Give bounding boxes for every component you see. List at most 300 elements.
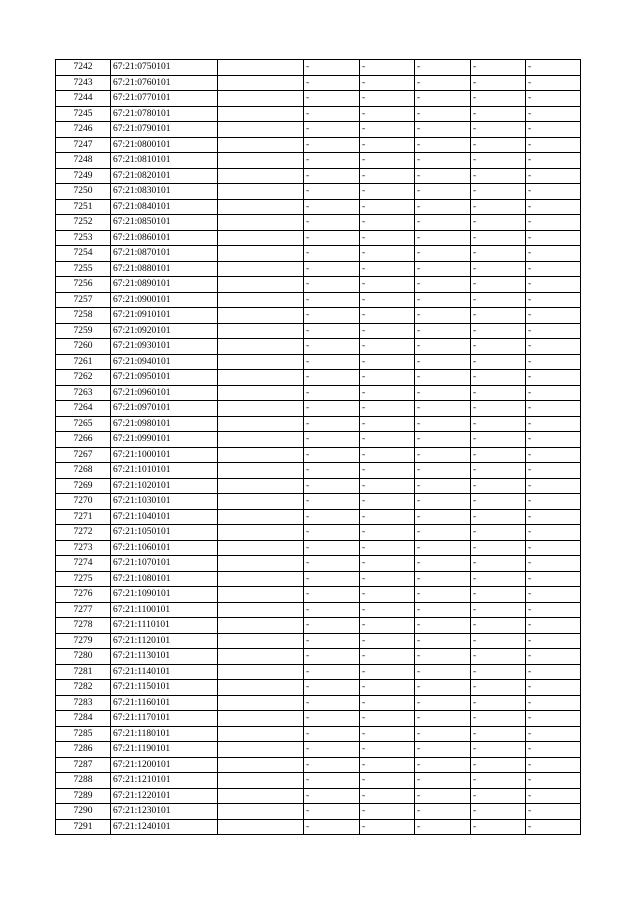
value-cell: -	[415, 385, 471, 401]
value-cell: -	[526, 447, 581, 463]
value-cell: -	[415, 75, 471, 91]
row-number-cell: 7280	[56, 649, 111, 665]
value-cell: -	[304, 587, 360, 603]
value-cell: -	[415, 711, 471, 727]
empty-cell	[218, 757, 304, 773]
table-row	[56, 385, 581, 401]
row-number-cell: 7276	[56, 587, 111, 603]
row-number-cell: 7268	[56, 463, 111, 479]
cadastral-number-cell: 67:21:1180101	[111, 726, 218, 742]
value-cell: -	[526, 556, 581, 572]
value-cell: -	[526, 168, 581, 184]
value-cell: -	[415, 106, 471, 122]
value-cell: -	[415, 199, 471, 215]
empty-cell	[218, 137, 304, 153]
empty-cell	[218, 509, 304, 525]
table-row	[56, 153, 581, 169]
table-row	[56, 773, 581, 789]
value-cell: -	[526, 230, 581, 246]
value-cell: -	[526, 571, 581, 587]
value-cell: -	[471, 447, 526, 463]
value-cell: -	[471, 246, 526, 262]
empty-cell	[218, 292, 304, 308]
row-number-cell: 7249	[56, 168, 111, 184]
value-cell: -	[526, 60, 581, 76]
row-number-cell: 7291	[56, 819, 111, 835]
value-cell: -	[304, 60, 360, 76]
value-cell: -	[360, 91, 415, 107]
table-row	[56, 525, 581, 541]
row-number-cell: 7274	[56, 556, 111, 572]
row-number-cell: 7290	[56, 804, 111, 820]
cadastral-number-cell: 67:21:0880101	[111, 261, 218, 277]
value-cell: -	[360, 494, 415, 510]
value-cell: -	[415, 478, 471, 494]
value-cell: -	[360, 416, 415, 432]
value-cell: -	[526, 664, 581, 680]
value-cell: -	[360, 757, 415, 773]
empty-cell	[218, 726, 304, 742]
row-number-cell: 7272	[56, 525, 111, 541]
value-cell: -	[304, 106, 360, 122]
value-cell: -	[471, 215, 526, 231]
empty-cell	[218, 494, 304, 510]
value-cell: -	[304, 525, 360, 541]
value-cell: -	[360, 292, 415, 308]
row-number-cell: 7250	[56, 184, 111, 200]
row-number-cell: 7283	[56, 695, 111, 711]
value-cell: -	[415, 602, 471, 618]
empty-cell	[218, 540, 304, 556]
value-cell: -	[360, 370, 415, 386]
table-row	[56, 649, 581, 665]
table-row	[56, 664, 581, 680]
empty-cell	[218, 819, 304, 835]
value-cell: -	[415, 742, 471, 758]
row-number-cell: 7269	[56, 478, 111, 494]
value-cell: -	[471, 618, 526, 634]
row-number-cell: 7288	[56, 773, 111, 789]
empty-cell	[218, 602, 304, 618]
cadastral-number-cell: 67:21:0980101	[111, 416, 218, 432]
table-row	[56, 618, 581, 634]
empty-cell	[218, 323, 304, 339]
table-row	[56, 757, 581, 773]
value-cell: -	[304, 478, 360, 494]
empty-cell	[218, 122, 304, 138]
value-cell: -	[360, 788, 415, 804]
empty-cell	[218, 106, 304, 122]
value-cell: -	[415, 525, 471, 541]
value-cell: -	[360, 664, 415, 680]
value-cell: -	[526, 246, 581, 262]
value-cell: -	[304, 168, 360, 184]
row-number-cell: 7279	[56, 633, 111, 649]
value-cell: -	[526, 292, 581, 308]
value-cell: -	[471, 199, 526, 215]
empty-cell	[218, 664, 304, 680]
cadastral-number-cell: 67:21:1110101	[111, 618, 218, 634]
value-cell: -	[471, 75, 526, 91]
value-cell: -	[471, 571, 526, 587]
value-cell: -	[471, 664, 526, 680]
row-number-cell: 7275	[56, 571, 111, 587]
value-cell: -	[360, 509, 415, 525]
value-cell: -	[415, 773, 471, 789]
table-row	[56, 215, 581, 231]
value-cell: -	[471, 370, 526, 386]
value-cell: -	[471, 153, 526, 169]
value-cell: -	[415, 633, 471, 649]
row-number-cell: 7286	[56, 742, 111, 758]
value-cell: -	[526, 354, 581, 370]
row-number-cell: 7244	[56, 91, 111, 107]
value-cell: -	[471, 494, 526, 510]
value-cell: -	[471, 540, 526, 556]
empty-cell	[218, 354, 304, 370]
empty-cell	[218, 618, 304, 634]
value-cell: -	[526, 478, 581, 494]
value-cell: -	[471, 261, 526, 277]
value-cell: -	[360, 633, 415, 649]
value-cell: -	[526, 261, 581, 277]
value-cell: -	[360, 168, 415, 184]
table-row	[56, 308, 581, 324]
table-row	[56, 695, 581, 711]
cadastral-number-cell: 67:21:0760101	[111, 75, 218, 91]
value-cell: -	[471, 509, 526, 525]
value-cell: -	[360, 571, 415, 587]
value-cell: -	[471, 726, 526, 742]
value-cell: -	[415, 618, 471, 634]
value-cell: -	[415, 432, 471, 448]
value-cell: -	[360, 153, 415, 169]
table-row	[56, 463, 581, 479]
value-cell: -	[360, 277, 415, 293]
value-cell: -	[304, 122, 360, 138]
value-cell: -	[471, 788, 526, 804]
empty-cell	[218, 215, 304, 231]
value-cell: -	[415, 695, 471, 711]
row-number-cell: 7242	[56, 60, 111, 76]
value-cell: -	[526, 184, 581, 200]
cadastral-number-cell: 67:21:1220101	[111, 788, 218, 804]
value-cell: -	[360, 726, 415, 742]
cadastral-number-cell: 67:21:1100101	[111, 602, 218, 618]
table-row	[56, 277, 581, 293]
value-cell: -	[415, 757, 471, 773]
cadastral-number-cell: 67:21:1120101	[111, 633, 218, 649]
value-cell: -	[304, 695, 360, 711]
value-cell: -	[471, 401, 526, 417]
value-cell: -	[304, 339, 360, 355]
value-cell: -	[360, 106, 415, 122]
value-cell: -	[304, 556, 360, 572]
row-number-cell: 7253	[56, 230, 111, 246]
value-cell: -	[526, 633, 581, 649]
table-row	[56, 447, 581, 463]
table-row	[56, 633, 581, 649]
cadastral-number-cell: 67:21:1020101	[111, 478, 218, 494]
cadastral-number-cell: 67:21:1160101	[111, 695, 218, 711]
value-cell: -	[471, 602, 526, 618]
value-cell: -	[526, 432, 581, 448]
value-cell: -	[360, 819, 415, 835]
row-number-cell: 7267	[56, 447, 111, 463]
table-row	[56, 370, 581, 386]
cadastral-number-cell: 67:21:0950101	[111, 370, 218, 386]
value-cell: -	[360, 323, 415, 339]
value-cell: -	[471, 60, 526, 76]
cadastral-number-cell: 67:21:1070101	[111, 556, 218, 572]
cadastral-number-cell: 67:21:1140101	[111, 664, 218, 680]
value-cell: -	[415, 308, 471, 324]
value-cell: -	[360, 447, 415, 463]
empty-cell	[218, 587, 304, 603]
value-cell: -	[415, 339, 471, 355]
value-cell: -	[304, 199, 360, 215]
row-number-cell: 7271	[56, 509, 111, 525]
row-number-cell: 7277	[56, 602, 111, 618]
cadastral-number-cell: 67:21:0870101	[111, 246, 218, 262]
table-row	[56, 122, 581, 138]
row-number-cell: 7247	[56, 137, 111, 153]
cadastral-number-cell: 67:21:1230101	[111, 804, 218, 820]
value-cell: -	[526, 680, 581, 696]
empty-cell	[218, 773, 304, 789]
empty-cell	[218, 246, 304, 262]
value-cell: -	[360, 230, 415, 246]
cadastral-number-cell: 67:21:1210101	[111, 773, 218, 789]
value-cell: -	[360, 742, 415, 758]
cadastral-number-cell: 67:21:0830101	[111, 184, 218, 200]
value-cell: -	[471, 757, 526, 773]
value-cell: -	[526, 277, 581, 293]
value-cell: -	[471, 308, 526, 324]
value-cell: -	[415, 509, 471, 525]
value-cell: -	[526, 106, 581, 122]
value-cell: -	[304, 757, 360, 773]
table-row	[56, 571, 581, 587]
cadastral-number-cell: 67:21:0810101	[111, 153, 218, 169]
table-row	[56, 230, 581, 246]
value-cell: -	[526, 137, 581, 153]
value-cell: -	[360, 137, 415, 153]
value-cell: -	[526, 726, 581, 742]
table-row	[56, 432, 581, 448]
table-row	[56, 246, 581, 262]
table-row	[56, 726, 581, 742]
value-cell: -	[415, 184, 471, 200]
value-cell: -	[526, 819, 581, 835]
value-cell: -	[415, 664, 471, 680]
row-number-cell: 7285	[56, 726, 111, 742]
row-number-cell: 7246	[56, 122, 111, 138]
table-row	[56, 602, 581, 618]
value-cell: -	[304, 633, 360, 649]
value-cell: -	[471, 587, 526, 603]
value-cell: -	[471, 432, 526, 448]
row-number-cell: 7264	[56, 401, 111, 417]
value-cell: -	[526, 494, 581, 510]
value-cell: -	[360, 478, 415, 494]
table-row	[56, 199, 581, 215]
empty-cell	[218, 571, 304, 587]
cadastral-number-cell: 67:21:1080101	[111, 571, 218, 587]
row-number-cell: 7259	[56, 323, 111, 339]
empty-cell	[218, 199, 304, 215]
value-cell: -	[526, 308, 581, 324]
value-cell: -	[360, 649, 415, 665]
cadastral-number-cell: 67:21:0970101	[111, 401, 218, 417]
value-cell: -	[471, 680, 526, 696]
value-cell: -	[360, 60, 415, 76]
table-row	[56, 137, 581, 153]
value-cell: -	[415, 804, 471, 820]
value-cell: -	[304, 602, 360, 618]
value-cell: -	[360, 215, 415, 231]
value-cell: -	[526, 75, 581, 91]
cadastral-number-cell: 67:21:0770101	[111, 91, 218, 107]
table-row	[56, 91, 581, 107]
value-cell: -	[360, 246, 415, 262]
value-cell: -	[360, 432, 415, 448]
value-cell: -	[415, 261, 471, 277]
row-number-cell: 7278	[56, 618, 111, 634]
value-cell: -	[304, 571, 360, 587]
value-cell: -	[304, 215, 360, 231]
row-number-cell: 7248	[56, 153, 111, 169]
row-number-cell: 7243	[56, 75, 111, 91]
value-cell: -	[304, 680, 360, 696]
cadastral-number-cell: 67:21:0910101	[111, 308, 218, 324]
table-row	[56, 106, 581, 122]
cadastral-number-cell: 67:21:1050101	[111, 525, 218, 541]
row-number-cell: 7261	[56, 354, 111, 370]
value-cell: -	[304, 277, 360, 293]
cadastral-number-cell: 67:21:0930101	[111, 339, 218, 355]
row-number-cell: 7266	[56, 432, 111, 448]
value-cell: -	[360, 618, 415, 634]
value-cell: -	[471, 478, 526, 494]
value-cell: -	[415, 587, 471, 603]
cadastral-number-cell: 67:21:0780101	[111, 106, 218, 122]
table-row	[56, 184, 581, 200]
cadastral-number-cell: 67:21:0840101	[111, 199, 218, 215]
value-cell: -	[304, 618, 360, 634]
value-cell: -	[415, 277, 471, 293]
value-cell: -	[526, 416, 581, 432]
value-cell: -	[304, 726, 360, 742]
cadastral-number-cell: 67:21:1150101	[111, 680, 218, 696]
value-cell: -	[526, 401, 581, 417]
empty-cell	[218, 649, 304, 665]
value-cell: -	[415, 416, 471, 432]
row-number-cell: 7262	[56, 370, 111, 386]
empty-cell	[218, 711, 304, 727]
value-cell: -	[526, 540, 581, 556]
cadastral-number-cell: 67:21:0790101	[111, 122, 218, 138]
value-cell: -	[471, 525, 526, 541]
value-cell: -	[360, 804, 415, 820]
value-cell: -	[526, 323, 581, 339]
value-cell: -	[471, 649, 526, 665]
value-cell: -	[304, 153, 360, 169]
value-cell: -	[304, 230, 360, 246]
table-row	[56, 540, 581, 556]
row-number-cell: 7265	[56, 416, 111, 432]
value-cell: -	[471, 416, 526, 432]
value-cell: -	[526, 199, 581, 215]
table-row	[56, 292, 581, 308]
value-cell: -	[471, 91, 526, 107]
table-row	[56, 75, 581, 91]
value-cell: -	[360, 385, 415, 401]
value-cell: -	[526, 649, 581, 665]
value-cell: -	[415, 788, 471, 804]
row-number-cell: 7284	[56, 711, 111, 727]
empty-cell	[218, 75, 304, 91]
empty-cell	[218, 401, 304, 417]
value-cell: -	[304, 323, 360, 339]
value-cell: -	[304, 742, 360, 758]
data-table	[55, 59, 581, 835]
value-cell: -	[526, 742, 581, 758]
row-number-cell: 7273	[56, 540, 111, 556]
value-cell: -	[415, 91, 471, 107]
value-cell: -	[471, 633, 526, 649]
value-cell: -	[304, 292, 360, 308]
table-row	[56, 401, 581, 417]
table-row	[56, 587, 581, 603]
value-cell: -	[526, 215, 581, 231]
cadastral-number-cell: 67:21:0890101	[111, 277, 218, 293]
empty-cell	[218, 463, 304, 479]
row-number-cell: 7289	[56, 788, 111, 804]
value-cell: -	[415, 246, 471, 262]
value-cell: -	[415, 168, 471, 184]
empty-cell	[218, 230, 304, 246]
empty-cell	[218, 804, 304, 820]
table-row	[56, 478, 581, 494]
value-cell: -	[526, 509, 581, 525]
value-cell: -	[415, 401, 471, 417]
value-cell: -	[526, 339, 581, 355]
value-cell: -	[360, 587, 415, 603]
empty-cell	[218, 339, 304, 355]
value-cell: -	[415, 370, 471, 386]
value-cell: -	[415, 230, 471, 246]
value-cell: -	[304, 447, 360, 463]
empty-cell	[218, 416, 304, 432]
value-cell: -	[415, 60, 471, 76]
cadastral-number-cell: 67:21:1040101	[111, 509, 218, 525]
value-cell: -	[415, 540, 471, 556]
value-cell: -	[360, 695, 415, 711]
table-row	[56, 509, 581, 525]
value-cell: -	[415, 556, 471, 572]
value-cell: -	[526, 525, 581, 541]
value-cell: -	[471, 292, 526, 308]
table-row	[56, 556, 581, 572]
value-cell: -	[360, 308, 415, 324]
cadastral-number-cell: 67:21:0920101	[111, 323, 218, 339]
cadastral-number-cell: 67:21:1240101	[111, 819, 218, 835]
empty-cell	[218, 308, 304, 324]
value-cell: -	[415, 153, 471, 169]
row-number-cell: 7256	[56, 277, 111, 293]
table-row	[56, 416, 581, 432]
